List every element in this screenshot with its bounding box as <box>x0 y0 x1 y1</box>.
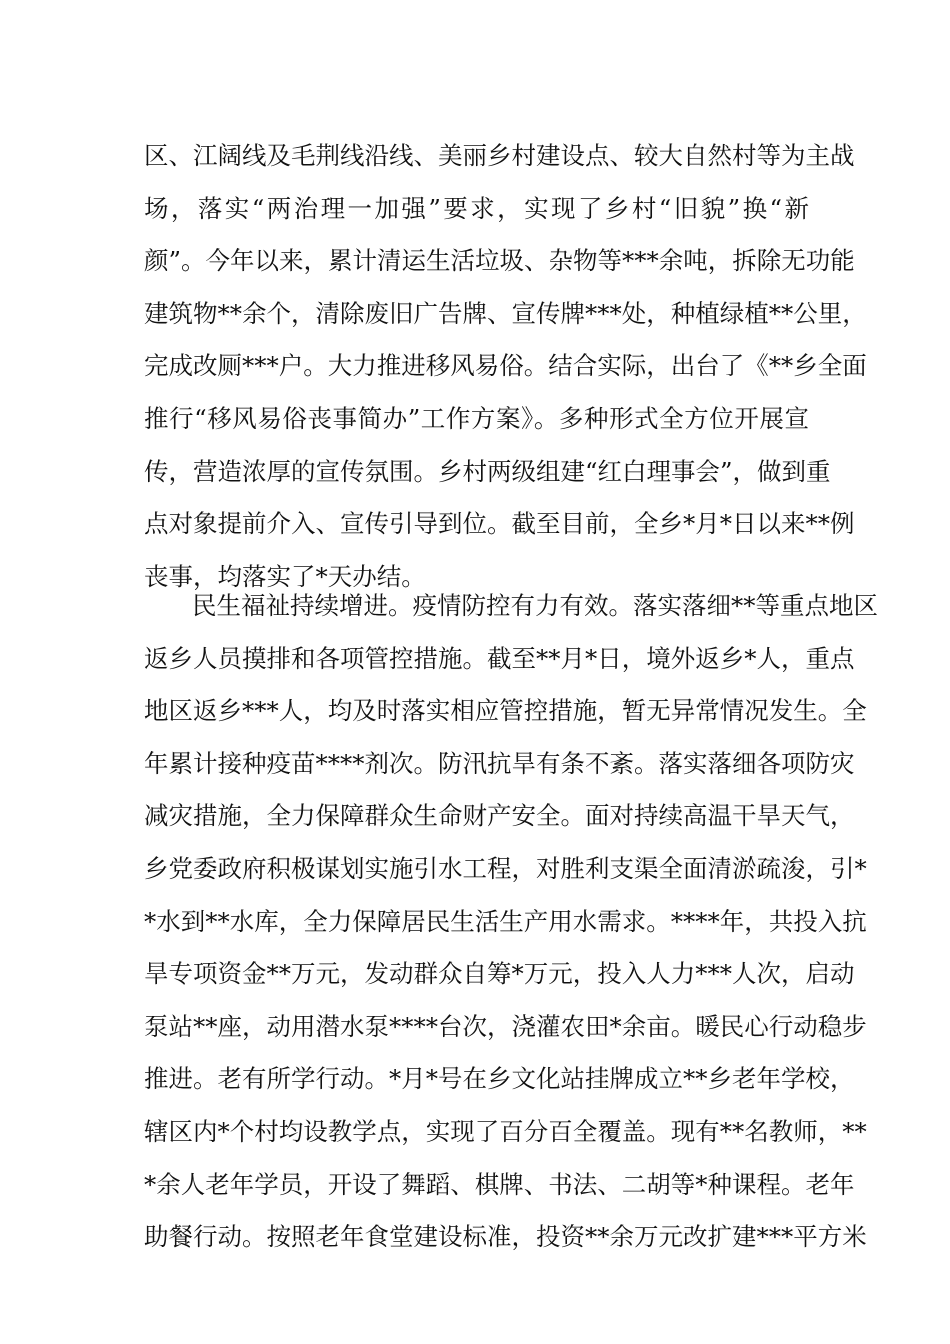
text-line: 旱专项资金**万元，发动群众自筹*万元，投入人力***人次，启动 <box>144 959 855 989</box>
text-line: 乡党委政府积极谋划实施引水工程，对胜利支渠全面清淤疏浚，引* <box>144 853 867 883</box>
text-line: 点对象提前介入、宣传引导到位。截至目前，全乡*月*日以来**例 <box>144 509 855 539</box>
paragraph-2 <box>144 580 878 1264</box>
text-line: 区、江阔线及毛荆线沿线、美丽乡村建设点、较大自然村等为主战 <box>144 141 855 170</box>
text-line: 返乡人员摸排和各项管控措施。截至**月*日，境外返乡*人，重点 <box>144 643 855 673</box>
text-line: 民生福祉持续增进。疫情防控有力有效。落实落细**等重点地区 <box>192 591 878 620</box>
text-line: 推行“移风易俗丧事简办”工作方案》。多种形式全方位开展宣 <box>144 403 809 433</box>
text-line: 泵站**座，动用潜水泵****台次，浇灌农田*余亩。暖民心行动稳步 <box>144 1011 867 1041</box>
text-line: 场，落实“两治理一加强”要求，实现了乡村“旧貌”换“新 <box>144 193 809 223</box>
text-line: 丧事，均落实了*天办结。 <box>144 561 426 591</box>
text-line: 减灾措施，全力保障群众生命财产安全。面对持续高温干旱天气， <box>144 801 855 831</box>
text-line: 完成改厕***户。大力推进移风易俗。结合实际，出台了《**乡全面 <box>144 351 867 381</box>
text-line: 颜”。今年以来，累计清运生活垃圾、杂物等***余吨，拆除无功能 <box>144 246 855 276</box>
text-line: 地区返乡***人，均及时落实相应管控措施，暂无异常情况发生。全 <box>144 696 867 726</box>
text-line: *余人老年学员，开设了舞蹈、棋牌、书法、二胡等*种课程。老年 <box>144 1169 855 1199</box>
text-line: 助餐行动。按照老年食堂建设标准，投资**余万元改扩建***平方米 <box>144 1222 867 1252</box>
text-line: 年累计接种疫苗****剂次。防汛抗旱有条不紊。落实落细各项防灾 <box>144 748 855 778</box>
text-line: 传，营造浓厚的宣传氛围。乡村两级组建“红白理事会”，做到重 <box>144 456 831 486</box>
text-line: 辖区内*个村均设教学点，实现了百分百全覆盖。现有**名教师，** <box>144 1116 867 1146</box>
text-line: 推进。老有所学行动。*月*号在乡文化站挂牌成立**乡老年学校， <box>144 1064 855 1094</box>
text-line: 建筑物**余个，清除废旧广告牌、宣传牌***处，种植绿植**公里， <box>144 298 867 328</box>
text-line: *水到**水库，全力保障居民生活生产用水需求。****年，共投入抗 <box>144 906 867 936</box>
paragraph-1 <box>144 130 867 603</box>
